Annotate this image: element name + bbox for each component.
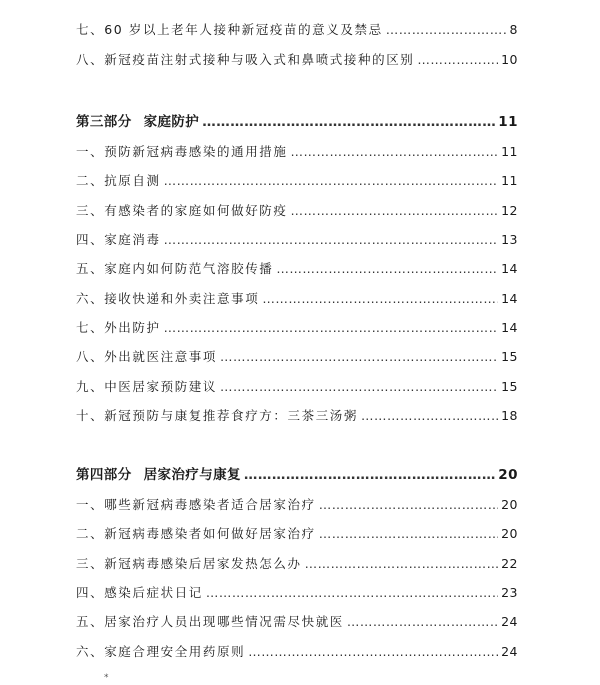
- section-title: 家庭防护: [143, 114, 200, 130]
- leader-dots: [361, 405, 498, 427]
- leader-dots: [244, 464, 495, 486]
- toc-entry[interactable]: [76, 317, 518, 339]
- toc-entry-label: 三、有感染者的家庭如何做好防疫: [76, 203, 288, 218]
- toc-entry-label: 七、60 岁以上老年人接种新冠疫苗的意义及禁忌: [76, 22, 383, 37]
- toc-entry[interactable]: [76, 641, 518, 663]
- leader-dots: [164, 229, 498, 251]
- toc-entry[interactable]: [76, 258, 518, 280]
- toc-entry-label: 一、哪些新冠病毒感染者适合居家治疗: [76, 497, 316, 512]
- toc-entry-label: 三、新冠病毒感染后居家发热怎么办: [76, 556, 302, 571]
- leader-dots: [291, 141, 499, 163]
- toc-entry-label: 二、抗原自测: [76, 173, 161, 188]
- section-heading-text: [76, 464, 241, 486]
- section-heading-part4[interactable]: [76, 464, 518, 486]
- toc-entry[interactable]: [76, 405, 518, 427]
- toc-entry[interactable]: [76, 49, 518, 71]
- leader-dots: [305, 553, 498, 575]
- toc-entry-label: 六、家庭合理安全用药原则: [76, 644, 246, 659]
- toc-entry-page: 23: [501, 585, 518, 600]
- toc-entry-page: 14: [501, 320, 518, 335]
- leader-dots: [262, 288, 498, 310]
- leader-dots: [248, 641, 498, 663]
- toc-entry-page: 20: [501, 497, 518, 512]
- toc-entry-page: 14: [501, 261, 518, 276]
- toc-entry-label: 十、新冠预防与康复推荐食疗方：三茶三汤粥: [76, 408, 359, 423]
- stray-mark: *: [104, 673, 109, 683]
- toc-entry-label: 八、新冠疫苗注射式接种与吸入式和鼻喷式接种的区别: [76, 52, 415, 67]
- toc-entry-label: 二、新冠病毒感染者如何做好居家治疗: [76, 526, 316, 541]
- leader-dots: [386, 19, 507, 41]
- toc-entry-label: 六、接收快递和外卖注意事项: [76, 291, 260, 306]
- leader-dots: [291, 200, 499, 222]
- toc-entry[interactable]: [76, 494, 518, 516]
- toc-entry-label: 五、家庭内如何防范气溶胶传播: [76, 261, 274, 276]
- leader-dots: [220, 376, 498, 398]
- leader-dots: [220, 346, 498, 368]
- toc-entry-page: 11: [501, 144, 518, 159]
- leader-dots: [164, 170, 498, 192]
- toc-entry-page: 13: [501, 232, 518, 247]
- toc-entry-label: 九、中医居家预防建议: [76, 379, 218, 394]
- toc-entry-page: 8: [509, 22, 518, 37]
- toc-entry-page: 22: [501, 556, 518, 571]
- toc-entry-page: 18: [501, 408, 518, 423]
- toc-entry-label: 五、居家治疗人员出现哪些情况需尽快就医: [76, 614, 344, 629]
- leader-dots: [347, 611, 498, 633]
- toc-entry-page: 24: [501, 614, 518, 629]
- toc-entry-page: 15: [501, 349, 518, 364]
- toc-entry-label: 四、家庭消毒: [76, 232, 161, 247]
- leader-dots: [276, 258, 498, 280]
- leader-dots: [164, 317, 498, 339]
- toc-entry[interactable]: [76, 611, 518, 633]
- toc-entry[interactable]: [76, 346, 518, 368]
- toc-entry[interactable]: [76, 523, 518, 545]
- toc-entry-page: 10: [501, 52, 518, 67]
- section-heading-part3[interactable]: [76, 111, 518, 133]
- leader-dots: [319, 523, 498, 545]
- section-page: 11: [498, 114, 518, 130]
- leader-dots: [417, 49, 498, 71]
- toc-entry[interactable]: [76, 376, 518, 398]
- leader-dots: [202, 111, 495, 133]
- toc-entry-label: 四、感染后症状日记: [76, 585, 203, 600]
- toc-entry[interactable]: [76, 229, 518, 251]
- toc-entry-page: 11: [501, 173, 518, 188]
- toc-entry-page: 15: [501, 379, 518, 394]
- leader-dots: [206, 582, 498, 604]
- section-part-label: 第三部分: [76, 114, 132, 130]
- toc-entry-label: 八、外出就医注意事项: [76, 349, 218, 364]
- section-title: 居家治疗与康复: [143, 467, 241, 483]
- toc-entry[interactable]: [76, 553, 518, 575]
- toc-entry-page: 20: [501, 526, 518, 541]
- toc-entry[interactable]: [76, 141, 518, 163]
- leader-dots: [319, 494, 498, 516]
- section-page: 20: [498, 467, 518, 483]
- toc-entry[interactable]: [76, 582, 518, 604]
- toc-entry[interactable]: [76, 200, 518, 222]
- toc-entry[interactable]: [76, 288, 518, 310]
- toc-entry-label: 一、预防新冠病毒感染的通用措施: [76, 144, 288, 159]
- toc-entry-page: 12: [501, 203, 518, 218]
- section-heading-text: [76, 111, 199, 133]
- toc-entry-page: 14: [501, 291, 518, 306]
- toc-entry[interactable]: [76, 170, 518, 192]
- section-part-label: 第四部分: [76, 467, 132, 483]
- toc-entry-page: 24: [501, 644, 518, 659]
- toc-entry-label: 七、外出防护: [76, 320, 161, 335]
- toc-entry[interactable]: [76, 19, 518, 41]
